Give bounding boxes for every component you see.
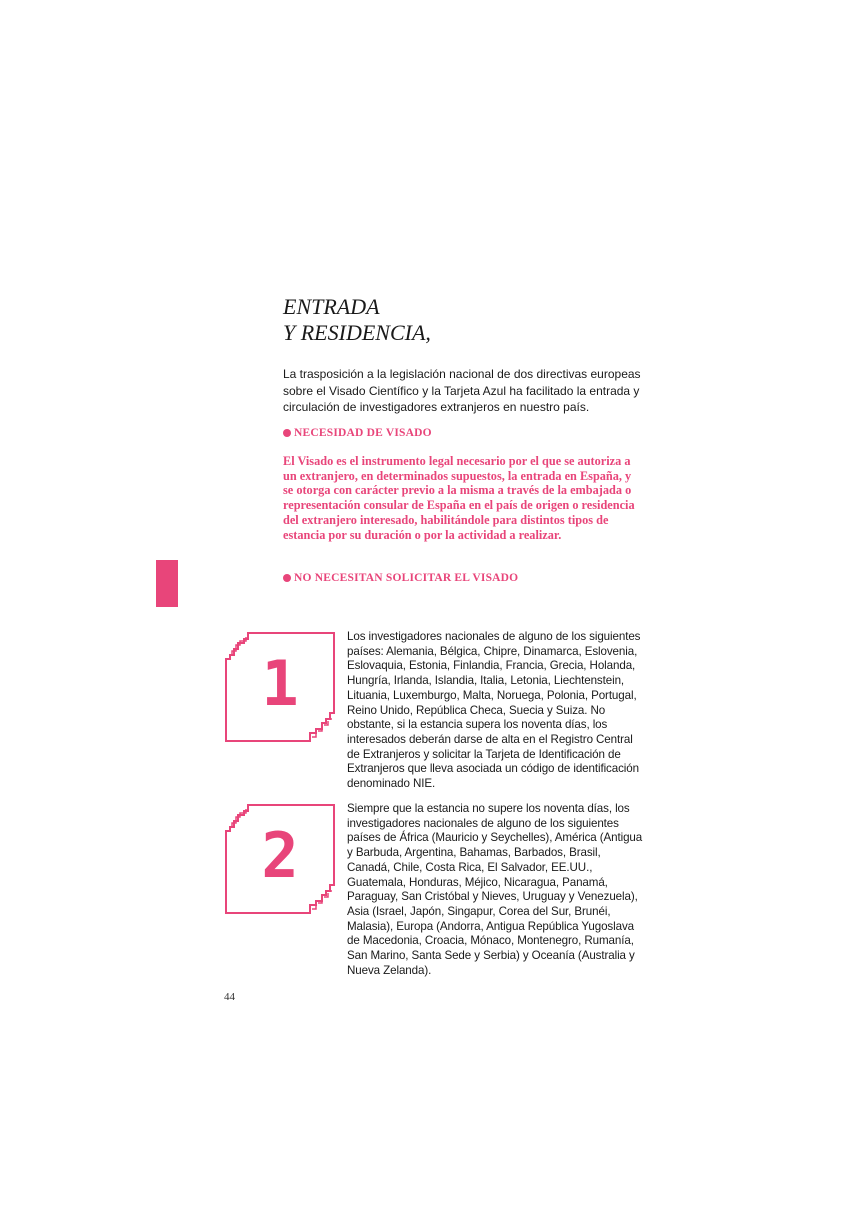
item-number-box-1 (224, 631, 336, 743)
page-title (283, 294, 643, 346)
no-visa-heading-text: NO NECESITAN SOLICITAR EL VISADO (294, 572, 519, 584)
visa-need-heading-text: NECESIDAD DE VISADO (294, 427, 432, 439)
item-text-1: Los investigadores nacionales de alguno de los siguientes países: Alemania, Bélgica, Chipre, Dinamarca, Eslovenia, Eslovaquia, Estonia, Finlandia, Francia, Grecia, Holanda, Hungría, Irlanda, Islandia, Italia, Letonia, Liechtenstein, Lituania, Luxemburgo, Malta, Noruega, Polonia, Portugal, Reino Unido, República Checa, Suecia y Suiza. No obstante, si la estancia supera los noventa días, los interesados deberán darse de alta en el Registro Central de Extranjeros y solicitar la Tarjeta de Identificación de Extranjeros que lleva asociada un código de identificación denominado NIE. (347, 630, 641, 791)
visa-definition: El Visado es el instrumento legal necesario por el que se autoriza a un extranjero, en determinados supuestos, la entrada en España, y se otorga con carácter previo a la misma a través de la embajada o representación consular de España en el país de origen o residencia del extranjero interesado, habilitándole para distintos tipos de estancia por su duración o por la actividad a realizar. (283, 454, 635, 542)
side-tab-marker (156, 560, 178, 607)
title-line-1: ENTRADA (283, 294, 380, 319)
item-text-2: Siempre que la estancia no supere los noventa días, los investigadores nacionales de alguno de los siguientes países de África (Mauricio y Seychelles), América (Antigua y Barbuda, Argentina, Bahamas, Barbados, Brasil, Canadá, Chile, Costa Rica, El Salvador, EE.UU., Guatemala, Honduras, Méjico, Nicaragua, Panamá, Paraguay, San Cristóbal y Nieves, Uruguay y Venezuela), Asia (Israel, Japón, Singapur, Corea del Sur, Brunéi, Malasia), Europa (Andorra, Antigua República Yugoslava de Macedonia, Croacia, Mónaco, Montenegro, Rumanía, San Marino, Santa Sede y Serbia) y Oceanía (Australia y Nueva Zelanda). (347, 802, 643, 977)
intro-paragraph: La trasposición a la legislación nacional de dos directivas europeas sobre el Visado Científico y la Tarjeta Azul ha facilitado la entrada y circulación de investigadores extranjeros en nuestro país. (283, 367, 641, 414)
item-number-box-2 (224, 803, 336, 915)
item-number: 2 (261, 819, 299, 892)
item-number: 1 (261, 647, 299, 720)
no-visa-heading (283, 572, 643, 584)
visa-need-heading (283, 427, 643, 439)
bullet-icon (283, 574, 291, 582)
page-number: 44 (224, 991, 235, 1003)
title-line-2: Y RESIDENCIA, (283, 320, 431, 345)
bullet-icon (283, 429, 291, 437)
